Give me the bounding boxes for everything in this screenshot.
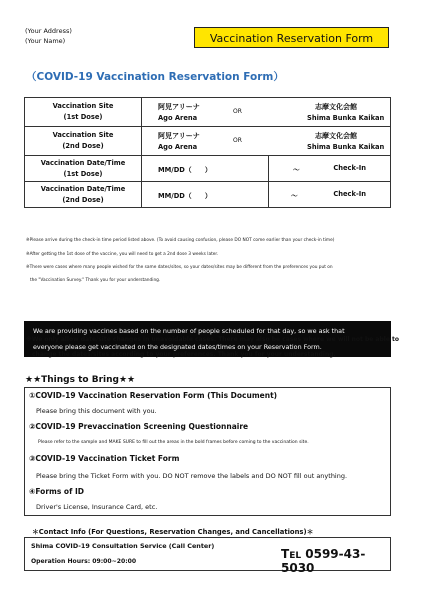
item-detail: Please bring this document with you.	[36, 407, 157, 415]
form-title: Vaccination Reservation Form	[194, 27, 389, 48]
time-field-2nd[interactable]: ～ Check-In	[269, 182, 391, 208]
table-row	[25, 156, 391, 182]
note-line: ※There were cases where many people wished for the same dates/sites, so your dates/sites may be different from the preferences you put on	[26, 265, 333, 270]
site1-en: Ago Arena	[158, 114, 198, 122]
contact-box	[24, 537, 391, 575]
your-name: (Your Name)	[25, 37, 66, 45]
your-address: (Your Address)	[25, 27, 72, 35]
things-title: ★★Things to Bring★★	[25, 375, 136, 385]
row-label: Vaccination Site (1st Dose)	[25, 98, 142, 127]
row-label: Vaccination Site (2nd Dose)	[25, 127, 142, 156]
site2-en: Shima Bunka Kaikan	[307, 143, 385, 151]
item-heading: ②COVID-19 Prevaccination Screening Questionnaire	[29, 422, 249, 431]
site-choice-2nd[interactable]	[142, 127, 391, 156]
row-label: Vaccination Date/Time (2nd Dose)	[25, 182, 142, 208]
item-heading: ①COVID-19 Vaccination Reservation Form (This Document)	[29, 391, 278, 400]
row-label: Vaccination Date/Time (1st Dose)	[25, 156, 142, 182]
site-choice-1st[interactable]	[142, 98, 391, 127]
date-field-2nd[interactable]: MM/DD（ ）	[142, 182, 269, 208]
site1-jp: 阿児アリーナ	[158, 132, 200, 140]
reservation-table	[24, 97, 391, 208]
operation-hours: Operation Hours: 09:00~20:00	[31, 558, 137, 565]
table-row	[25, 98, 391, 127]
notice-line: everyone please get vaccinated on the designated dates/times on your Reservation Form.	[33, 343, 322, 351]
phone-number[interactable]: TEL 0599-43-5030	[281, 547, 366, 575]
form-subtitle: （COVID-19 Vaccination Reservation Form）	[26, 71, 284, 83]
note-line: the "Vaccination Survey." Thank you for your understanding.	[30, 278, 161, 283]
or-label: OR	[233, 108, 242, 115]
date-field-1st[interactable]: MM/DD（ ）	[142, 156, 269, 182]
time-field-1st[interactable]: ～ Check-In	[269, 156, 391, 182]
item-detail: Please refer to the sample and MAKE SURE to fill out the areas in the bold frames before coming to the vaccination site.	[38, 440, 309, 445]
item-heading: ③COVID-19 Vaccination Ticket Form	[29, 454, 180, 463]
site1-en: Ago Arena	[158, 143, 198, 151]
table-row	[25, 127, 391, 156]
note-line: ※After getting the 1st dose of the vaccine, you will need to get a 2nd dose 3 weeks later.	[26, 252, 219, 257]
site2-jp: 志摩文化会館	[315, 103, 357, 111]
table-row	[25, 182, 391, 208]
item-heading: ④Forms of ID	[29, 487, 84, 496]
item-detail: Please bring the Ticket Form with you. DO NOT remove the labels and DO NOT fill out anything.	[36, 472, 348, 480]
service-name: Shima COVID-19 Consultation Service (Call Center)	[31, 542, 215, 550]
site2-jp: 志摩文化会館	[315, 132, 357, 140]
allow-line-2: change the dates/sites according to your preferences. Thank you for your understanding.	[32, 351, 336, 358]
or-label: OR	[233, 137, 242, 144]
site2-en: Shima Bunka Kaikan	[307, 114, 385, 122]
site1-jp: 阿児アリーナ	[158, 103, 200, 111]
item-detail: Driver's License, Insurance Card, etc.	[36, 503, 158, 511]
things-box	[24, 387, 391, 516]
allow-line-1: ※We only allow date/site changes in unavoidable cases. There may also be cases where we will not be able to	[26, 336, 399, 343]
note-line: ※Please arrive during the check-in time period listed above. (To avoid causing confusion, please DO NOT come earlier than your check-in time)	[26, 238, 335, 243]
contact-title: ＊Contact Info (For Questions, Reservation Changes, and Cancellations)＊	[32, 528, 314, 536]
notice-line: We are providing vaccines based on the number of people scheduled for that day, so we ask that	[33, 327, 345, 335]
